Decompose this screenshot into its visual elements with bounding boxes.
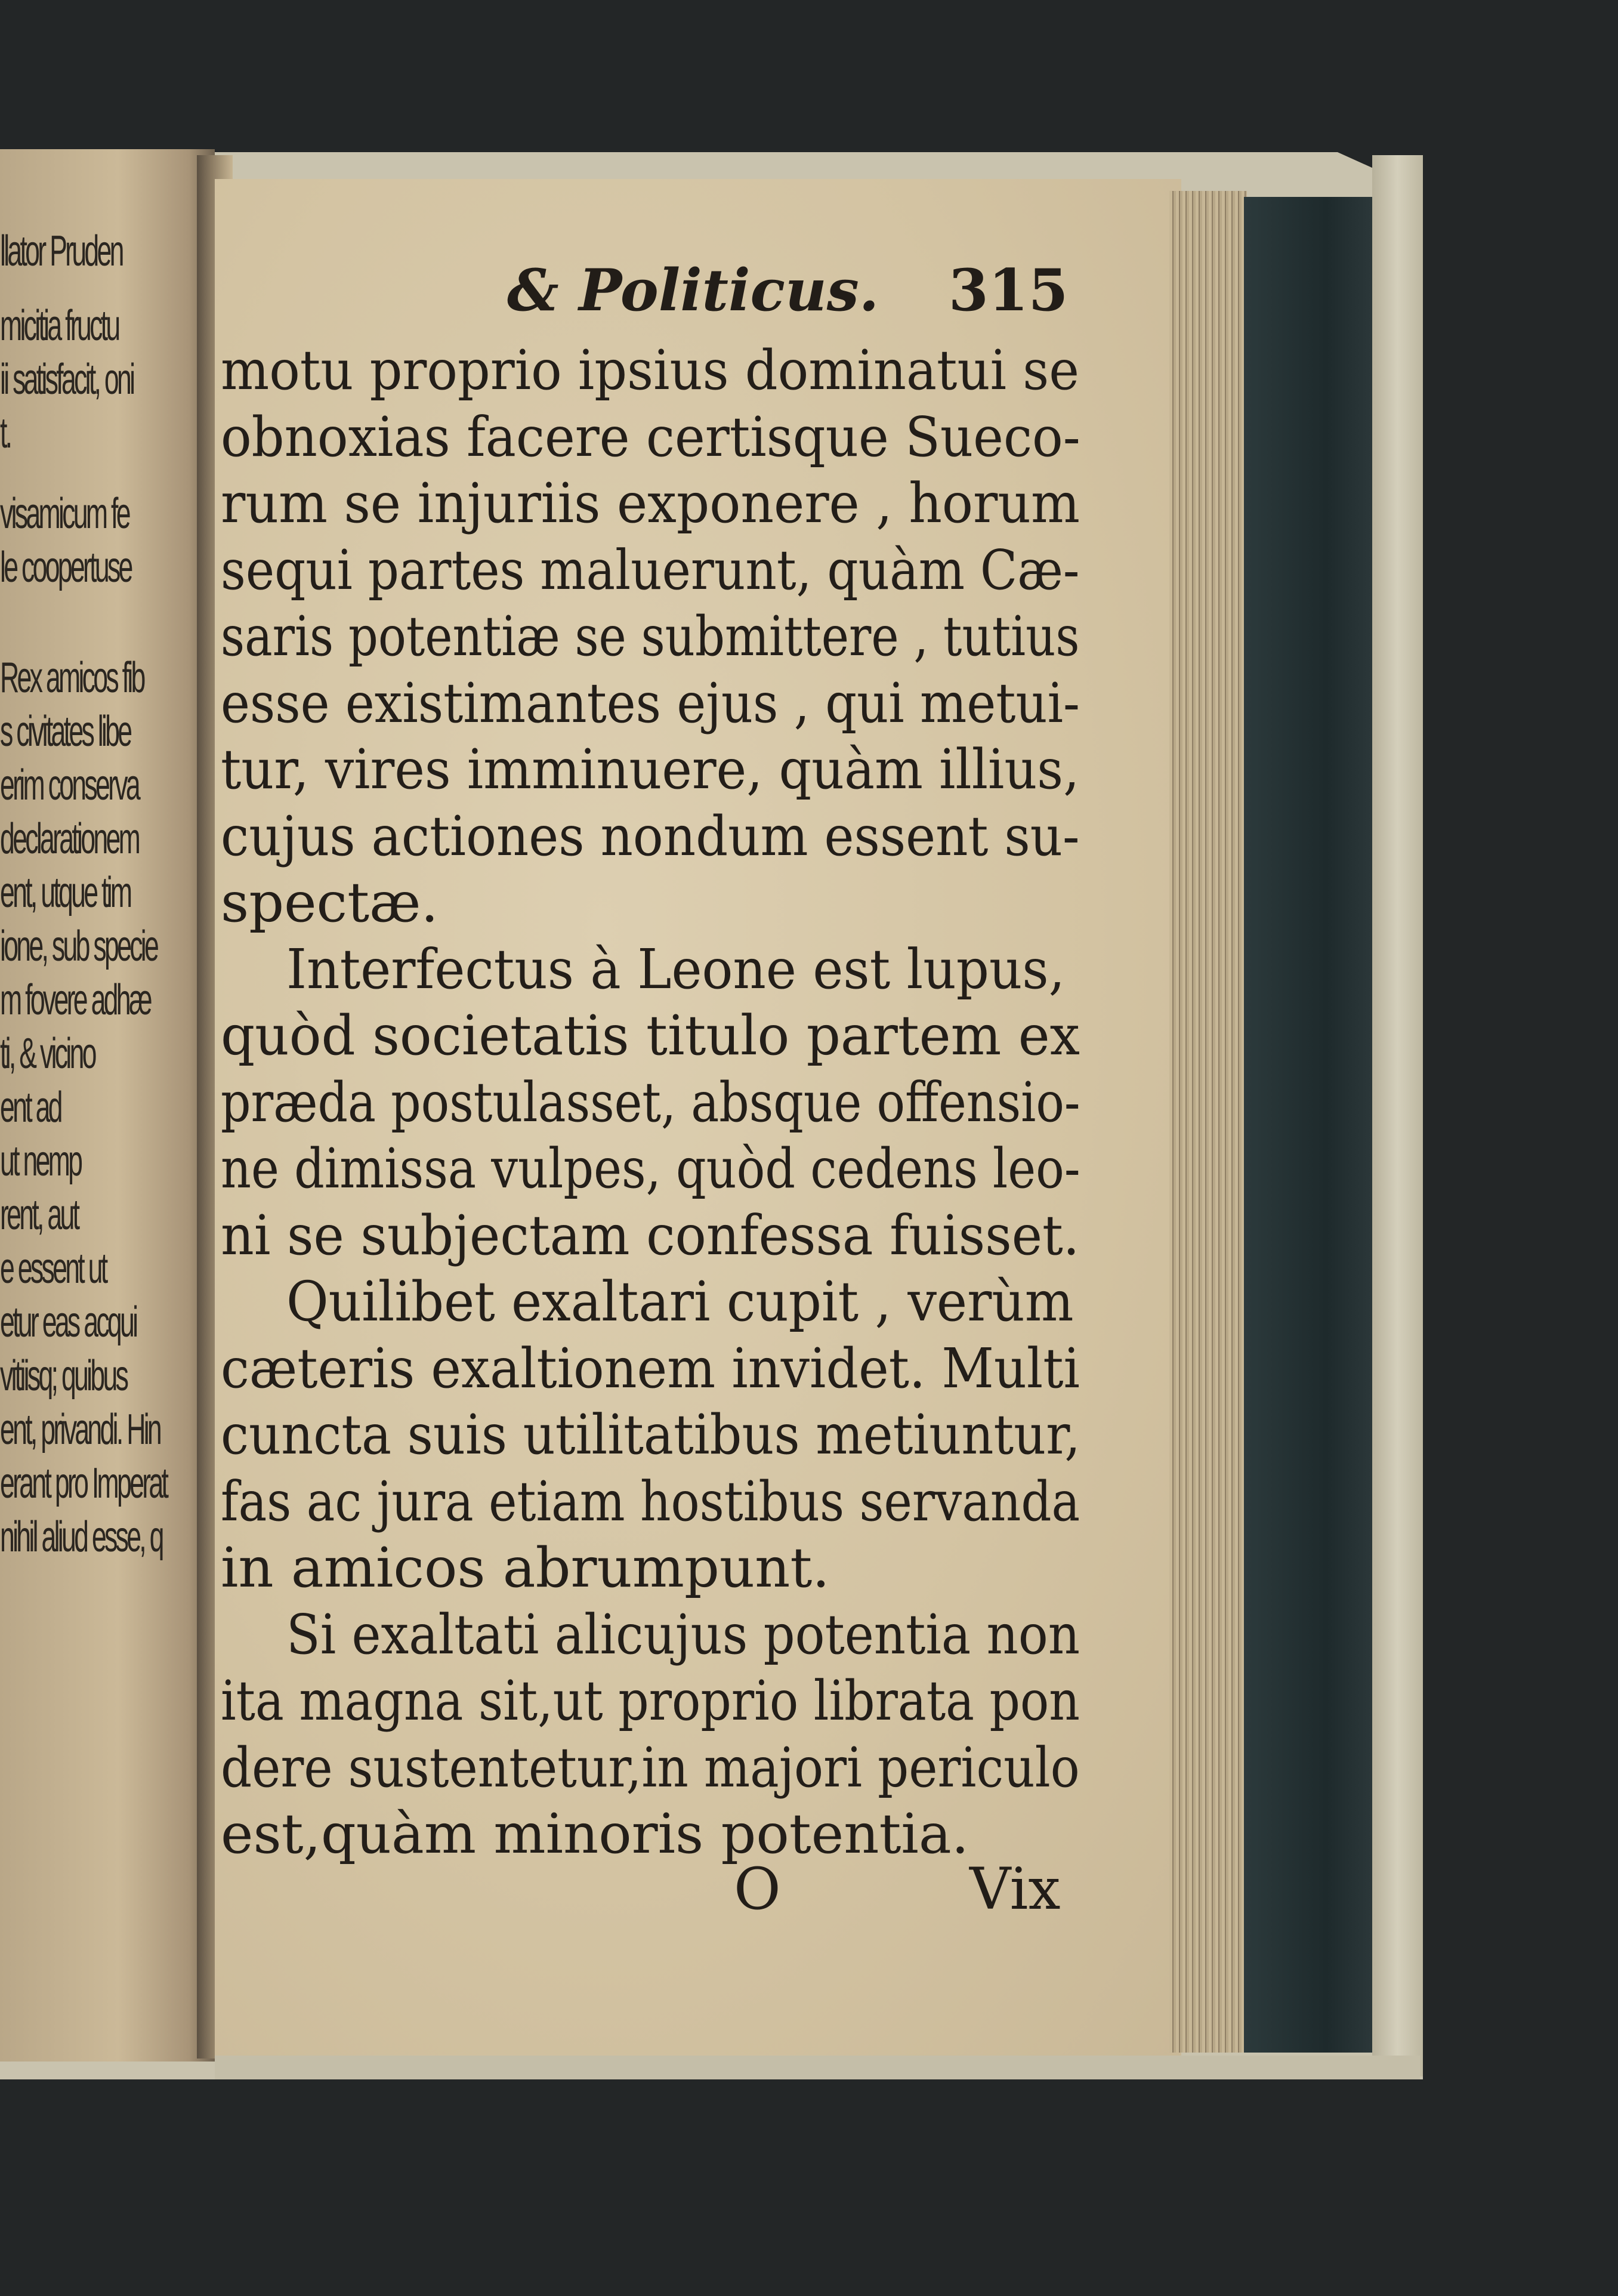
left-page-line: erant pro Imperat — [0, 1459, 167, 1507]
cover-board-edge — [1372, 155, 1423, 2076]
left-page-line: le coopertuse — [0, 544, 131, 591]
text-line: cuncta suis utilitatibus metiuntur, — [221, 1403, 1080, 1467]
text-line: ni se subjectam confessa fuisset. — [221, 1203, 1080, 1267]
left-page-line: ut nemp — [0, 1137, 81, 1185]
text-line: Interfectus à Leone est lupus, — [286, 937, 1066, 1001]
text-line: quòd societatis titulo partem ex — [221, 1004, 1080, 1067]
text-line: dere sustentetur,in majori periculo — [221, 1735, 1080, 1800]
catchword: Vix — [969, 1856, 1061, 1922]
left-page-line: ti, & vicino — [0, 1030, 95, 1078]
left-page-line: rent, aut — [0, 1191, 78, 1239]
text-line: fas ac jura etiam hostibus servanda — [221, 1469, 1080, 1533]
left-page-line: declarationem — [0, 815, 139, 863]
left-page-line: ii satisfacit, oni — [0, 356, 134, 403]
text-line: in amicos abrumpunt. — [221, 1536, 830, 1600]
left-page-line: vitiisq; quibus — [0, 1352, 127, 1400]
left-page-line: erim conserva — [0, 761, 138, 809]
left-page-line: etur eas acqui — [0, 1298, 137, 1346]
left-page-line: ent, privandi. Hin — [0, 1406, 160, 1453]
dark-page-edge — [1244, 197, 1381, 2053]
left-page-line: llator Pruden — [0, 227, 122, 275]
page-footer — [215, 1856, 1181, 1921]
text-line: cæteris exaltionem invidet. Multi — [221, 1336, 1080, 1400]
left-page-line: m fovere adhæ — [0, 976, 150, 1024]
text-line: sequi partes maluerunt, quàm Cæ- — [221, 538, 1080, 602]
text-line: Si exaltati alicujus potentia non — [286, 1602, 1080, 1667]
text-line: Quilibet exaltari cupit , verùm — [286, 1270, 1074, 1334]
left-page-line: ione, sub specie — [0, 922, 158, 970]
text-line: ne dimissa vulpes, quòd cedens leo- — [221, 1137, 1080, 1201]
text-line: saris potentiæ se submittere , tutius — [221, 604, 1080, 668]
text-line: obnoxias facere certisque Sueco- — [221, 405, 1080, 469]
text-line: est,quàm minoris potentia. — [221, 1802, 969, 1866]
left-page-line: micitia fructu — [0, 302, 119, 350]
text-line: tur, vires imminuere, quàm illius, — [221, 737, 1080, 801]
left-page-line: Rex amicos fib — [0, 654, 144, 702]
left-page — [0, 149, 215, 2062]
cover-bottom-edge — [215, 2056, 1420, 2079]
text-line: ita magna sit,ut proprio librata pon — [221, 1669, 1080, 1733]
left-page-line: e essent ut — [0, 1245, 106, 1292]
left-page-line: s civitates libe — [0, 708, 131, 755]
page-header — [215, 257, 1181, 340]
text-line: præda postulasset, absque offensio- — [221, 1070, 1080, 1134]
page-fore-edge — [1169, 191, 1247, 2053]
left-page-line: nihil aliud esse, q — [0, 1513, 162, 1561]
left-page-line: visamicum fe — [0, 490, 129, 538]
text-line: cujus actiones nondum essent su- — [221, 804, 1080, 868]
text-line: spectæ. — [221, 871, 439, 934]
text-line: rum se injuriis exponere , horum — [221, 471, 1080, 535]
left-page-line: ent ad — [0, 1084, 61, 1131]
page-number: 315 — [949, 257, 1069, 324]
left-page-line: ent, utque tim — [0, 869, 131, 916]
text-line: motu proprio ipsius dominatui se — [221, 338, 1079, 402]
text-line: esse existimantes ejus , qui metui- — [221, 671, 1080, 735]
left-page-line: t. — [0, 409, 11, 457]
running-title: & Politicus. — [507, 257, 879, 324]
signature-mark: O — [734, 1856, 781, 1922]
